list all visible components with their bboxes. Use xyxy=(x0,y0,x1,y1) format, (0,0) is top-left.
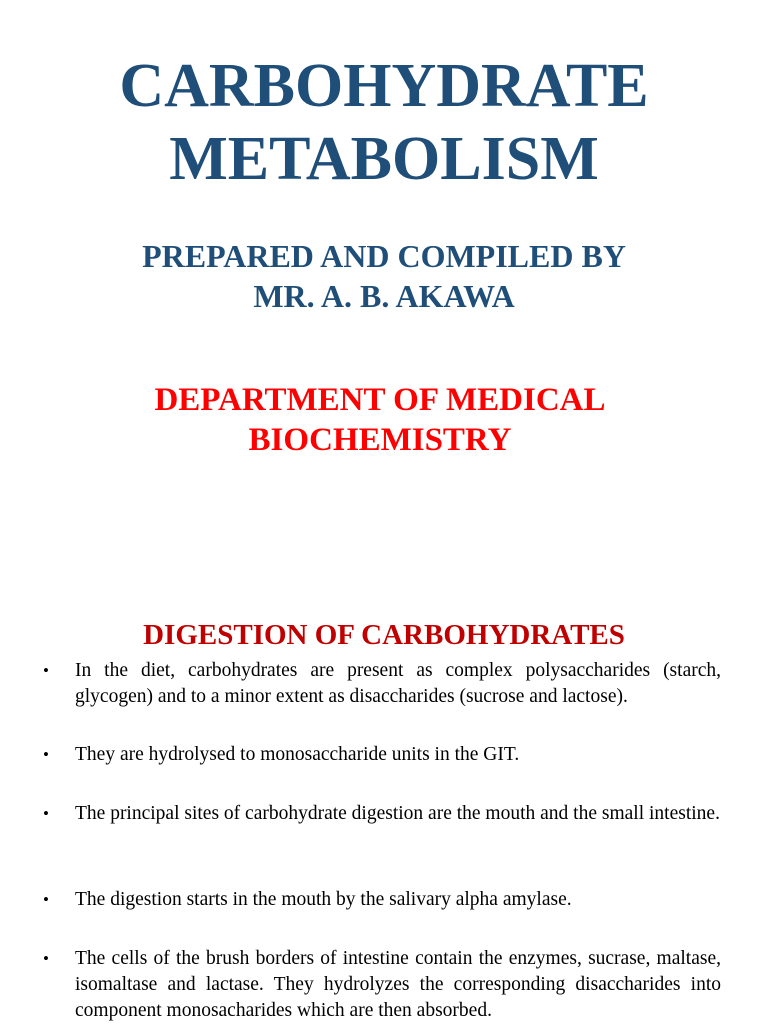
slide-title-line-2: METABOLISM xyxy=(169,125,599,193)
list-item-text: The digestion starts in the mouth by the salivary alpha amylase. xyxy=(75,889,572,910)
section-heading: DIGESTION OF CARBOHYDRATES xyxy=(143,619,625,651)
bullet-icon: • xyxy=(43,804,49,823)
list-item-text: In the diet, carbohydrates are present as complex polysaccharides (starch, glycogen) and to a minor extent as disaccharides (sucrose and lactose). xyxy=(75,660,721,707)
content-slide xyxy=(0,560,768,1024)
department-name-line-1: DEPARTMENT OF MEDICAL xyxy=(154,382,606,418)
list-item-text: The cells of the brush borders of intestine contain the enzymes, sucrase, maltase, isomaltase and lactase. They hydrolyzes the corresponding disaccharides into component monosacharides which are then absorbed. xyxy=(75,948,721,1021)
bullet-icon: • xyxy=(43,890,49,909)
list-item-text: The principal sites of carbohydrate digestion are the mouth and the small intestine. xyxy=(75,803,720,824)
slide-title xyxy=(0,50,768,196)
slide-title-line-1: CARBOHYDRATE xyxy=(119,52,649,120)
compiler-credit-line-1: PREPARED AND COMPILED BY xyxy=(142,238,626,274)
compiler-credit-line-2: MR. A. B. AKAWA xyxy=(253,278,515,314)
compiler-credit xyxy=(0,236,768,316)
bullet-icon: • xyxy=(43,745,49,764)
list-item-text: They are hydrolysed to monosaccharide units in the GIT. xyxy=(75,744,520,765)
department-name xyxy=(0,380,760,460)
department-name-line-2: BIOCHEMISTRY xyxy=(248,422,512,458)
bullet-icon: • xyxy=(43,949,49,968)
bullet-icon: • xyxy=(43,661,49,680)
